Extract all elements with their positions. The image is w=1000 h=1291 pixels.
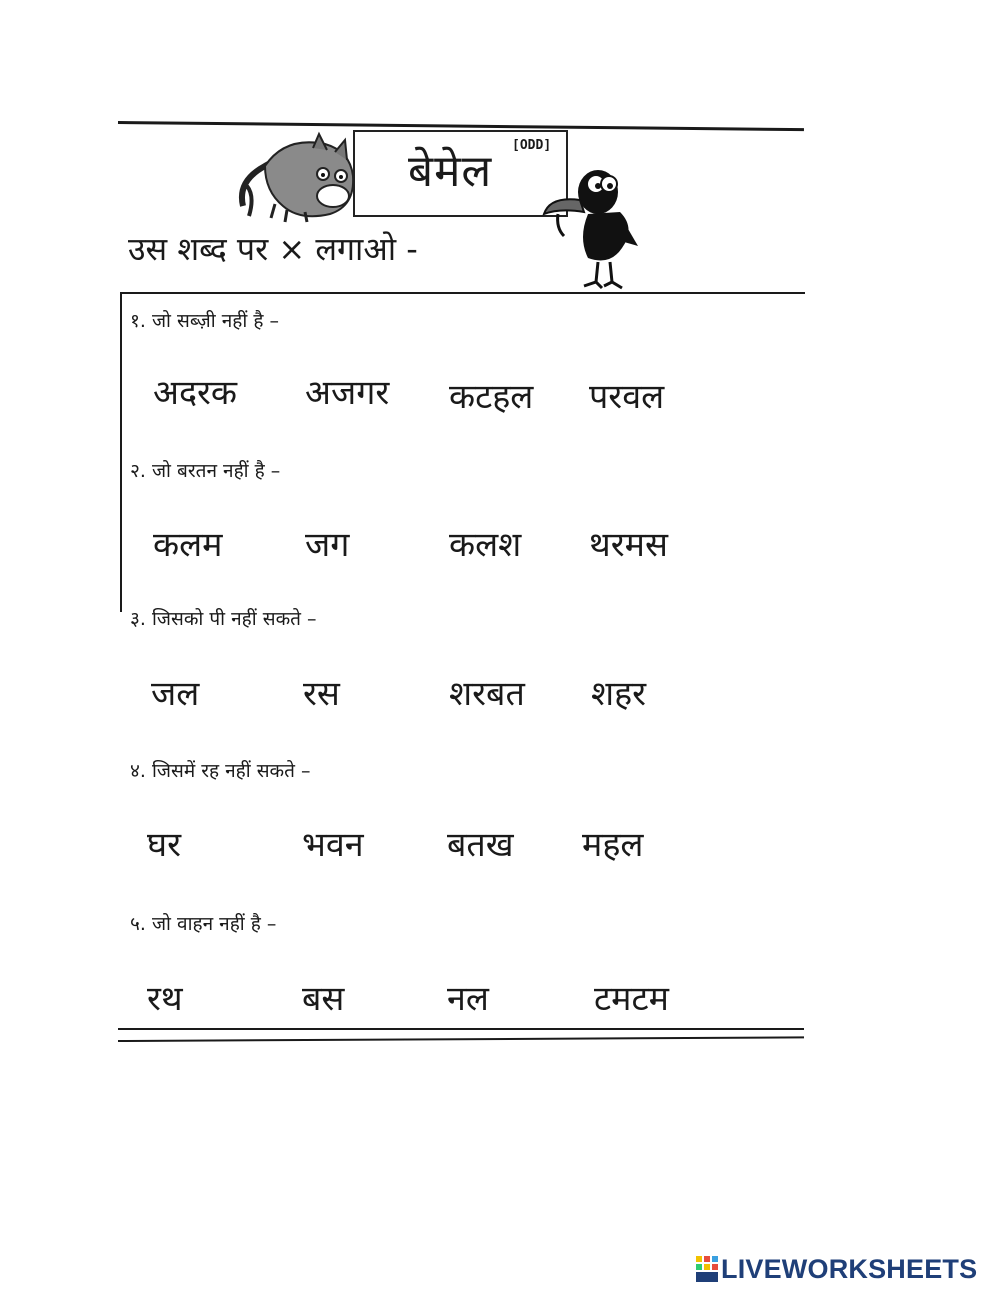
q3-option-4[interactable]: शहर: [591, 674, 647, 714]
odd-tag-text: ODD: [519, 138, 544, 153]
liveworksheets-logo: [696, 1254, 977, 1284]
q2-option-1[interactable]: कलम: [153, 525, 223, 565]
q1-option-4[interactable]: परवल: [589, 377, 665, 417]
liveworksheets-logo-icon: [696, 1256, 718, 1282]
q3-option-3[interactable]: शरबत: [449, 674, 525, 714]
odd-tag: [ODD]: [512, 138, 552, 153]
question-3-label: ३. जिसको पी नहीं सकते –: [130, 608, 317, 630]
q5-option-4[interactable]: टमटम: [594, 979, 669, 1019]
logo-text: LIVEWORKSHEETS: [721, 1253, 978, 1284]
q2-option-3[interactable]: कलश: [449, 525, 522, 565]
bottom-border-line: [118, 1028, 804, 1030]
question-5-label: ५. जो वाहन नहीं है –: [130, 913, 277, 935]
instruction-text: उस शब्द पर × लगाओ -: [128, 230, 418, 268]
q4-option-4[interactable]: महल: [582, 825, 644, 865]
q1-option-3[interactable]: कटहल: [449, 377, 534, 417]
cat-illustration: [235, 126, 365, 226]
q2-option-2[interactable]: जग: [305, 525, 350, 565]
question-2-label: २. जो बरतन नहीं है –: [130, 460, 281, 482]
crow-illustration: [540, 158, 640, 298]
q3-option-1[interactable]: जल: [151, 674, 200, 714]
header-divider-line: [120, 292, 805, 294]
question-1-label: १. जो सब्ज़ी नहीं है –: [130, 310, 279, 332]
q5-option-2[interactable]: बस: [302, 979, 345, 1019]
q1-option-1[interactable]: अदरक: [153, 373, 238, 413]
q4-option-1[interactable]: घर: [147, 825, 181, 865]
question-4-label: ४. जिसमें रह नहीं सकते –: [130, 760, 311, 782]
q5-option-1[interactable]: रथ: [147, 979, 183, 1019]
q4-option-3[interactable]: बतख: [447, 825, 514, 865]
q4-option-2[interactable]: भवन: [302, 825, 364, 865]
bottom-border-line-2: [118, 1036, 804, 1042]
q1-option-2[interactable]: अजगर: [305, 373, 390, 413]
q5-option-3[interactable]: नल: [447, 979, 489, 1019]
worksheet-title: बेमेल: [408, 146, 493, 197]
left-frame-line: [120, 292, 122, 612]
q2-option-4[interactable]: थरमस: [589, 525, 668, 565]
q3-option-2[interactable]: रस: [303, 674, 340, 714]
